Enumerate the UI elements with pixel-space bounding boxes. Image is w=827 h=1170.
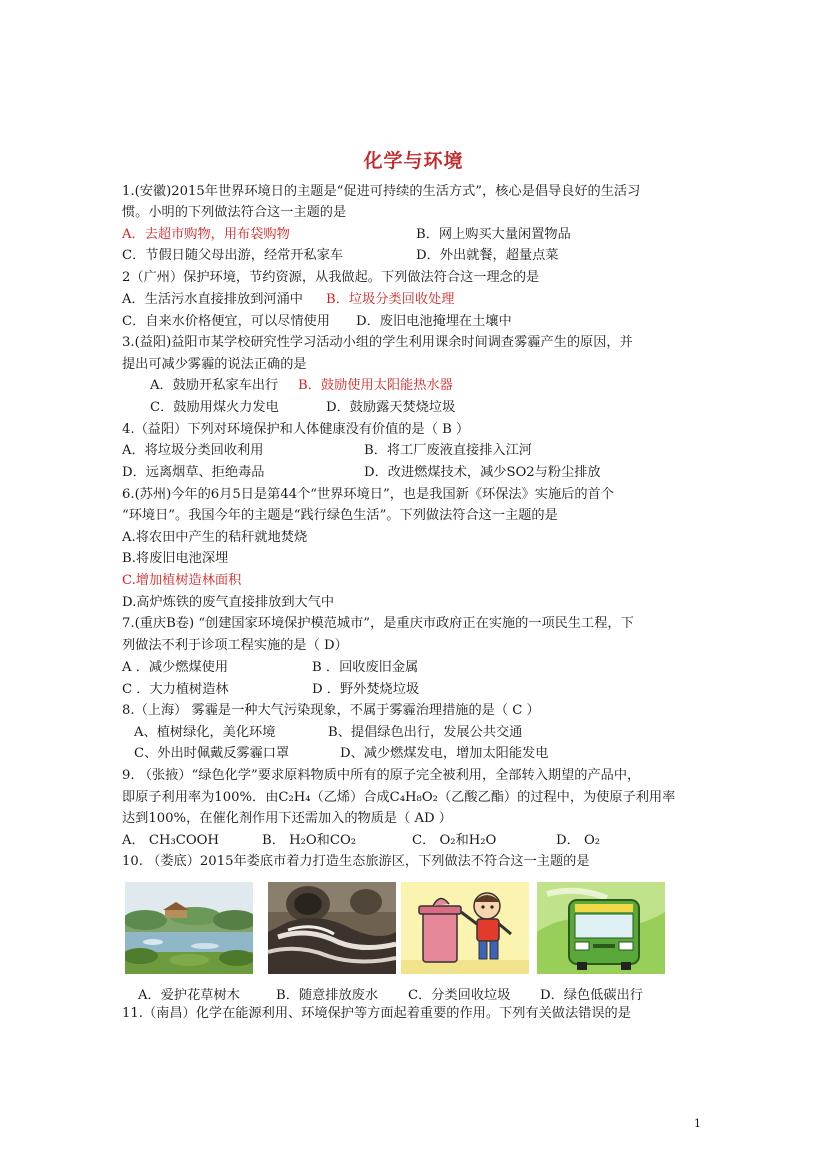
q8-option-c: C、外出时佩戴反雾霾口罩 [134,746,290,761]
q9-stem-line1: 9. （张掖）“绿色化学”要求原料物质中所有的原子完全被利用，全部转入期望的产品中， [122,768,641,783]
q10-option-a: A．爱护花草树木 [138,988,240,1003]
q6-option-a: A.将农田中产生的秸秆就地焚烧 [122,530,308,545]
q2-option-b: B．垃圾分类回收处理 [326,292,455,307]
garbage-sorting-cartoon-image [401,882,529,974]
q1-option-b: B．网上购买大量闲置物品 [416,227,571,242]
q10-option-b: B．随意排放废水 [276,988,379,1003]
q6-stem-line1: 6.(苏州)今年的6月5日是第44个“世界环境日”，也是我国新《环保法》实施后的首个 [122,487,614,502]
q2-stem: 2（广州）保护环境，节约资源，从我做起。下列做法符合这一理念的是 [122,270,540,285]
q6-stem-line2: “环境日”。我国今年的主题是“践行绿色生活”。下列做法符合这一主题的是 [122,508,558,523]
page-title: 化学与环境 [363,150,464,172]
q8-option-d: D、减少燃煤发电，增加太阳能发电 [340,746,549,761]
q3-option-c: C．鼓励用煤火力发电 [150,400,279,415]
q1-option-d: D．外出就餐，超量点菜 [416,248,559,263]
q4-option-c: D．远离烟草、拒绝毒品 [122,465,265,480]
q7-option-a: A ．减少燃煤使用 [122,660,229,675]
q1-stem-line1: 1.(安徽)2015年世界环境日的主题是“促进可持续的生活方式”，核心是倡导良好的生活习 [122,184,641,199]
green-bus-image [537,882,665,974]
q4-option-a: A．将垃圾分类回收利用 [122,443,264,458]
q4-stem: 4.（益阳）下列对环境保护和人体健康没有价值的是（ B ） [122,422,470,437]
q2-option-a: A．生活污水直接排放到河涌中 [122,292,303,307]
q3-stem-line2: 提出可减少雾霾的说法正确的是 [122,357,307,372]
q7-option-d: D ．野外焚烧垃圾 [312,682,420,697]
q6-option-c: C.增加植树造林面积 [122,573,242,588]
q3-option-a: A．鼓励开私家车出行 [150,378,279,393]
q9-option-c: C． O₂和H₂O [412,833,497,848]
q10-option-c: C．分类回收垃圾 [408,988,511,1003]
q9-stem-line2: 即原子利用率为100%．由C₂H₄（乙烯）合成C₄H₈O₂（乙酸乙酯）的过程中，为使原子利用率 [122,790,676,805]
q8-option-b: B、提倡绿色出行，发展公共交通 [328,725,523,740]
q6-option-d: D.高炉炼铁的废气直接排放到大气中 [122,595,335,610]
q2-option-c: C．自来水价格便宜，可以尽情使用 [122,314,330,329]
q7-stem-line2: 列做法不利于诊项工程实施的是（ D） [122,638,348,653]
q4-option-b: B．将工厂废液直接排入江河 [364,443,532,458]
q9-option-a: A． CH₃COOH [122,833,219,848]
q4-option-d: D．改进燃煤技术，减少SO2与粉尘排放 [364,465,601,480]
q1-option-a: A．去超市购物，用布袋购物 [122,227,290,242]
waste-water-image [268,882,396,974]
q6-option-b: B.将废旧电池深埋 [122,551,229,566]
page-number: 1 [694,1117,701,1130]
q3-option-d: D．鼓励露天焚烧垃圾 [326,400,456,415]
q8-stem: 8.（上海） 雾霾是一种大气污染现象，不属于雾霾治理措施的是（ C ） [122,703,540,718]
q7-option-c: C ．大力植树造林 [122,682,229,697]
q7-stem-line1: 7.(重庆B卷) “创建国家环境保护模范城市”，是重庆市政府正在实施的一项民生工程，下 [122,616,634,631]
q7-option-b: B ．回收废旧金属 [312,660,419,675]
park-landscape-image [125,882,253,974]
q10-option-d: D．绿色低碳出行 [540,988,643,1003]
q9-option-b: B． H₂O和CO₂ [262,833,357,848]
q9-stem-line3: 达到100%，在催化剂作用下还需加入的物质是（ AD ） [122,811,452,826]
q1-option-c: C．节假日随父母出游，经常开私家车 [122,248,344,263]
q2-option-d: D．废旧电池掩埋在土壤中 [356,314,512,329]
q9-option-d: D． O₂ [556,833,601,848]
q11-stem: 11.（南昌）化学在能源利用、环境保护等方面起着重要的作用。下列有关做法错误的是 [122,1006,631,1021]
q10-stem: 10. （娄底）2015年娄底市着力打造生态旅游区，下列做法不符合这一主题的是 [122,854,590,869]
q3-option-b: B．鼓励使用太阳能热水器 [298,378,453,393]
q8-option-a: A、植树绿化，美化环境 [134,725,276,740]
q1-stem-line2: 惯。小明的下列做法符合这一主题的是 [122,205,347,220]
q3-stem-line1: 3.(益阳)益阳市某学校研究性学习活动小组的学生利用课余时间调查雾霾产生的原因，并 [122,335,633,350]
